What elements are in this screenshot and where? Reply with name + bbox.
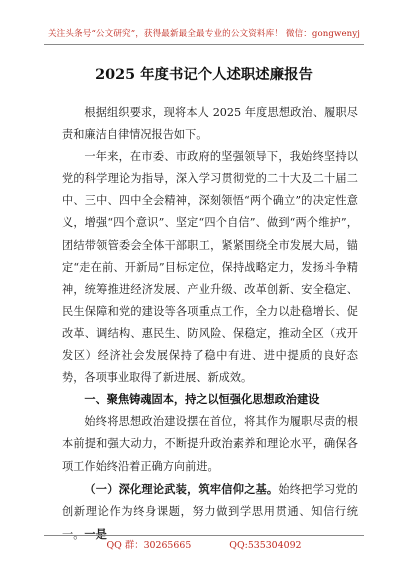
header-divider bbox=[44, 44, 364, 45]
footer-qq-group: QQ 群：30265665 bbox=[106, 540, 192, 551]
section-1-heading: 一、聚焦铸魂固本，持之以恒强化思想政治建设 bbox=[84, 393, 320, 407]
subsection-heading: （一）深化理论武装，筑牢信仰之基。 bbox=[84, 481, 279, 496]
subsection-text: 始终把学习党的创新理论作为终身课题，努力做到学思用贯通、知信行统一。 bbox=[62, 482, 358, 541]
subsection-point-marker: 一是 bbox=[84, 526, 107, 541]
section-1-paragraph: 始终将思想政治建设摆在首位，将其作为履职尽责的根本前提和强大动力，不断提升政治素养和理论水平，确保各项工作始终沿着正确方向前进。 bbox=[62, 415, 358, 473]
footer-qq-contact: QQ:535304092 bbox=[229, 540, 302, 551]
intro-paragraph: 根据组织要求，现将本人 2025 年度思想政治、履职尽责和廉洁自律情况报告如下。 bbox=[62, 106, 358, 142]
header-banner: 关注头条号“公文研究”，获得最新最全最专业的公文资料库！ 微信：gongwenyj bbox=[47, 29, 361, 39]
footer bbox=[0, 537, 408, 551]
footer-divider bbox=[44, 535, 364, 536]
document-body bbox=[62, 102, 358, 546]
overview-paragraph: 一年来，在市委、市政府的坚强领导下，我始终坚持以党的科学理论为指导，深入学习贯彻党的二十大及二十届二中、三中、四中全会精神，深刻领悟“两个确立”的决定性意义，增强“四个意识”、坚定“四个自信”、做到“两个维护”，团结带领管委会全体干部职工，紧紧围绕全市发展大局，锚定“走在前、开新局”目标定位，保持战略定力，发扬斗争精神，统筹推进经济发展、产业升级、改革创新、安全稳定、民生保障和党的建设等各项重点工作，全力以赴稳增长、促改革、调结构、惠民生、防风险、保稳定，推动全区（戎开发区）经济社会发展保持了稳中有进、进中提质的良好态势，各项事业取得了新进展、新成效。 bbox=[62, 150, 358, 385]
document-title: 2025 年度书记个人述职述廉报告 bbox=[95, 66, 313, 83]
